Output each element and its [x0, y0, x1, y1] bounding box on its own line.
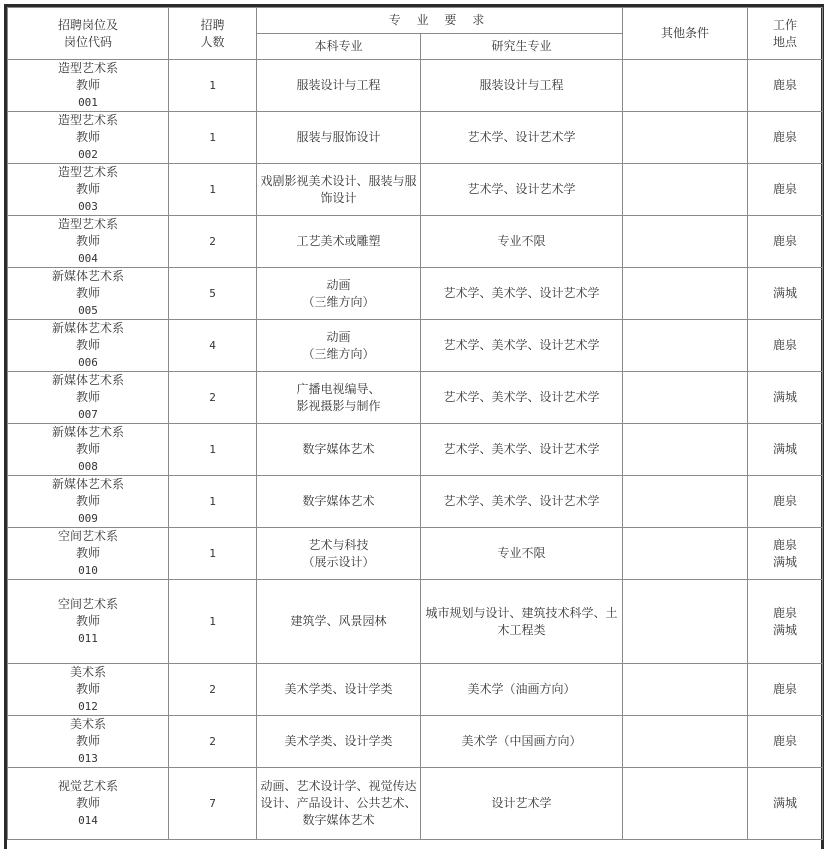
- undergrad-major-line: 艺术与科技: [308, 537, 369, 552]
- position-code: 007: [78, 408, 98, 421]
- other-conditions-cell: [623, 664, 748, 716]
- table-row: [8, 768, 823, 840]
- undergrad-major-cell: [257, 60, 421, 112]
- header-location-line2: 地点: [773, 34, 798, 49]
- position-cell: [8, 580, 169, 664]
- undergrad-major-line: 动画: [326, 277, 351, 292]
- count-cell: 2: [169, 372, 257, 424]
- undergrad-major-line: 建筑学、风景园林: [290, 614, 387, 628]
- other-conditions-cell: [623, 580, 748, 664]
- header-location: [748, 8, 823, 60]
- undergrad-major-line: 广播电视编导、: [296, 381, 381, 396]
- header-count: [169, 8, 257, 60]
- header-major-group: 专 业 要 求: [257, 8, 623, 34]
- location-cell: [748, 216, 823, 268]
- position-cell: [8, 164, 169, 216]
- role-name: 教师: [75, 614, 100, 628]
- graduate-major-cell: [421, 580, 623, 664]
- graduate-major-line: 城市规划与设计、建筑技术科学、土: [425, 605, 618, 620]
- position-code: 009: [78, 512, 98, 525]
- undergrad-major-cell: [257, 664, 421, 716]
- location-line: 鹿泉: [773, 494, 798, 508]
- undergrad-major-line: 服装与服饰设计: [296, 130, 381, 144]
- table-row: [8, 164, 823, 216]
- table-row: [8, 528, 823, 580]
- header-position-line1: 招聘岗位及: [57, 17, 118, 32]
- table-row: [8, 476, 823, 528]
- count-cell: 1: [169, 112, 257, 164]
- graduate-major-line: 服装设计与工程: [479, 78, 564, 92]
- role-name: 教师: [75, 390, 100, 404]
- location-cell: [748, 268, 823, 320]
- department-name: 新媒体艺术系: [51, 477, 124, 491]
- location-cell: [748, 112, 823, 164]
- header-location-line1: 工作: [773, 17, 798, 32]
- graduate-major-cell: [421, 528, 623, 580]
- undergrad-major-line: （三维方向）: [302, 294, 375, 309]
- undergrad-major-cell: [257, 320, 421, 372]
- graduate-major-line: 艺术学、美术学、设计艺术学: [443, 390, 600, 404]
- undergrad-major-line: 美术学类、设计学类: [284, 682, 393, 696]
- department-name: 空间艺术系: [57, 529, 118, 543]
- location-cell: [748, 476, 823, 528]
- graduate-major-cell: [421, 424, 623, 476]
- location-line: 满城: [773, 442, 798, 456]
- department-name: 造型艺术系: [57, 61, 118, 75]
- location-line: 鹿泉: [773, 537, 798, 552]
- other-conditions-cell: [623, 424, 748, 476]
- graduate-major-line: 设计艺术学: [491, 796, 552, 810]
- header-count-line2: 人数: [200, 34, 225, 49]
- department-name: 视觉艺术系: [57, 779, 118, 793]
- other-conditions-cell: [623, 372, 748, 424]
- position-code: 012: [78, 700, 98, 713]
- undergrad-major-line: （展示设计）: [302, 554, 375, 569]
- role-name: 教师: [75, 286, 100, 300]
- position-cell: [8, 112, 169, 164]
- count-cell: 7: [169, 768, 257, 840]
- header-count-line1: 招聘: [200, 17, 225, 32]
- role-name: 教师: [75, 338, 100, 352]
- table-row: [8, 580, 823, 664]
- position-code: 002: [78, 148, 98, 161]
- position-code: 014: [78, 814, 98, 827]
- undergrad-major-line: 影视摄影与制作: [296, 398, 381, 413]
- other-conditions-cell: [623, 476, 748, 528]
- other-conditions-cell: [623, 216, 748, 268]
- header-graduate: 研究生专业: [421, 34, 623, 60]
- count-cell: 2: [169, 664, 257, 716]
- role-name: 教师: [75, 796, 100, 810]
- undergrad-major-cell: [257, 768, 421, 840]
- graduate-major-line: 美术学（中国画方向）: [461, 734, 582, 748]
- undergrad-major-cell: [257, 424, 421, 476]
- department-name: 造型艺术系: [57, 165, 118, 179]
- location-cell: [748, 60, 823, 112]
- position-code: 001: [78, 96, 98, 109]
- undergrad-major-line: 服装设计与工程: [296, 78, 381, 92]
- location-cell: [748, 664, 823, 716]
- graduate-major-cell: [421, 112, 623, 164]
- location-line: 鹿泉: [773, 338, 798, 352]
- graduate-major-line: 艺术学、美术学、设计艺术学: [443, 494, 600, 508]
- undergrad-major-line: 戏剧影视美术设计、服装与服: [260, 173, 417, 188]
- location-line: 鹿泉: [773, 234, 798, 248]
- graduate-major-line: 木工程类: [497, 622, 546, 637]
- location-line: 鹿泉: [773, 682, 798, 696]
- header-row-1: [8, 8, 823, 34]
- count-cell: 2: [169, 216, 257, 268]
- role-name: 教师: [75, 682, 100, 696]
- role-name: 教师: [75, 78, 100, 92]
- department-name: 新媒体艺术系: [51, 425, 124, 439]
- position-cell: [8, 528, 169, 580]
- position-cell: [8, 424, 169, 476]
- position-cell: [8, 716, 169, 768]
- location-cell: [748, 768, 823, 840]
- role-name: 教师: [75, 546, 100, 560]
- undergrad-major-cell: [257, 164, 421, 216]
- undergrad-major-cell: [257, 476, 421, 528]
- table-row: [8, 372, 823, 424]
- count-cell: 1: [169, 164, 257, 216]
- other-conditions-cell: [623, 112, 748, 164]
- undergrad-major-line: 饰设计: [320, 190, 357, 205]
- header-other: 其他条件: [623, 8, 748, 60]
- other-conditions-cell: [623, 768, 748, 840]
- graduate-major-cell: [421, 164, 623, 216]
- position-code: 004: [78, 252, 98, 265]
- position-cell: [8, 60, 169, 112]
- other-conditions-cell: [623, 320, 748, 372]
- undergrad-major-line: 美术学类、设计学类: [284, 734, 393, 748]
- graduate-major-line: 专业不限: [497, 234, 546, 248]
- position-code: 011: [78, 632, 98, 645]
- position-cell: [8, 216, 169, 268]
- table-row: [8, 424, 823, 476]
- role-name: 教师: [75, 182, 100, 196]
- table-row: [8, 216, 823, 268]
- location-line: 鹿泉: [773, 182, 798, 196]
- undergrad-major-line: 设计、产品设计、公共艺术、: [260, 796, 417, 810]
- role-name: 教师: [75, 494, 100, 508]
- table-row: [8, 60, 823, 112]
- count-cell: 1: [169, 580, 257, 664]
- location-cell: [748, 424, 823, 476]
- location-line: 满城: [773, 554, 798, 569]
- graduate-major-cell: [421, 768, 623, 840]
- graduate-major-cell: [421, 716, 623, 768]
- other-conditions-cell: [623, 716, 748, 768]
- graduate-major-cell: [421, 320, 623, 372]
- location-cell: [748, 164, 823, 216]
- position-code: 010: [78, 564, 98, 577]
- position-cell: [8, 320, 169, 372]
- department-name: 美术系: [69, 665, 106, 679]
- count-cell: 5: [169, 268, 257, 320]
- undergrad-major-line: 动画: [326, 329, 351, 344]
- table-row: [8, 320, 823, 372]
- table-row: [8, 716, 823, 768]
- location-line: 鹿泉: [773, 734, 798, 748]
- graduate-major-cell: [421, 60, 623, 112]
- count-cell: 1: [169, 528, 257, 580]
- position-cell: [8, 664, 169, 716]
- undergrad-major-cell: [257, 216, 421, 268]
- location-cell: [748, 372, 823, 424]
- header-position-line2: 岗位代码: [63, 34, 112, 49]
- undergrad-major-line: 数字媒体艺术: [302, 442, 375, 456]
- other-conditions-cell: [623, 60, 748, 112]
- undergrad-major-line: 动画、艺术设计学、视觉传达: [260, 779, 417, 793]
- graduate-major-cell: [421, 268, 623, 320]
- count-cell: 1: [169, 424, 257, 476]
- position-code: 005: [78, 304, 98, 317]
- position-code: 003: [78, 200, 98, 213]
- graduate-major-line: 艺术学、设计艺术学: [467, 130, 576, 144]
- location-line: 满城: [773, 796, 798, 810]
- location-line: 满城: [773, 622, 798, 637]
- undergrad-major-cell: [257, 112, 421, 164]
- role-name: 教师: [75, 734, 100, 748]
- graduate-major-line: 艺术学、美术学、设计艺术学: [443, 286, 600, 300]
- count-cell: 2: [169, 716, 257, 768]
- recruitment-table: [7, 7, 823, 840]
- position-cell: [8, 476, 169, 528]
- table-row: [8, 268, 823, 320]
- position-cell: [8, 768, 169, 840]
- location-line: 满城: [773, 286, 798, 300]
- table-row: [8, 112, 823, 164]
- undergrad-major-line: 工艺美术或雕塑: [296, 234, 381, 248]
- position-code: 006: [78, 356, 98, 369]
- department-name: 造型艺术系: [57, 217, 118, 231]
- graduate-major-cell: [421, 216, 623, 268]
- position-code: 008: [78, 460, 98, 473]
- graduate-major-cell: [421, 476, 623, 528]
- graduate-major-line: 艺术学、设计艺术学: [467, 182, 576, 196]
- department-name: 造型艺术系: [57, 113, 118, 127]
- undergrad-major-cell: [257, 268, 421, 320]
- other-conditions-cell: [623, 268, 748, 320]
- department-name: 新媒体艺术系: [51, 321, 124, 335]
- role-name: 教师: [75, 130, 100, 144]
- location-line: 满城: [773, 390, 798, 404]
- undergrad-major-cell: [257, 528, 421, 580]
- location-line: 鹿泉: [773, 78, 798, 92]
- header-position: [8, 8, 169, 60]
- graduate-major-cell: [421, 664, 623, 716]
- table-row: [8, 664, 823, 716]
- department-name: 美术系: [69, 717, 106, 731]
- undergrad-major-line: 数字媒体艺术: [302, 494, 375, 508]
- count-cell: 1: [169, 60, 257, 112]
- role-name: 教师: [75, 234, 100, 248]
- location-cell: [748, 320, 823, 372]
- department-name: 新媒体艺术系: [51, 373, 124, 387]
- undergrad-major-cell: [257, 580, 421, 664]
- undergrad-major-cell: [257, 372, 421, 424]
- location-line: 鹿泉: [773, 605, 798, 620]
- count-cell: 1: [169, 476, 257, 528]
- location-cell: [748, 580, 823, 664]
- other-conditions-cell: [623, 528, 748, 580]
- graduate-major-line: 艺术学、美术学、设计艺术学: [443, 338, 600, 352]
- graduate-major-line: 艺术学、美术学、设计艺术学: [443, 442, 600, 456]
- undergrad-major-line: （三维方向）: [302, 346, 375, 361]
- graduate-major-line: 专业不限: [497, 546, 546, 560]
- position-cell: [8, 372, 169, 424]
- graduate-major-cell: [421, 372, 623, 424]
- count-cell: 4: [169, 320, 257, 372]
- header-undergrad: 本科专业: [257, 34, 421, 60]
- position-code: 013: [78, 752, 98, 765]
- undergrad-major-line: 数字媒体艺术: [302, 813, 375, 827]
- undergrad-major-cell: [257, 716, 421, 768]
- location-cell: [748, 528, 823, 580]
- department-name: 空间艺术系: [57, 597, 118, 611]
- position-cell: [8, 268, 169, 320]
- role-name: 教师: [75, 442, 100, 456]
- other-conditions-cell: [623, 164, 748, 216]
- location-line: 鹿泉: [773, 130, 798, 144]
- graduate-major-line: 美术学（油画方向）: [467, 682, 576, 696]
- department-name: 新媒体艺术系: [51, 269, 124, 283]
- location-cell: [748, 716, 823, 768]
